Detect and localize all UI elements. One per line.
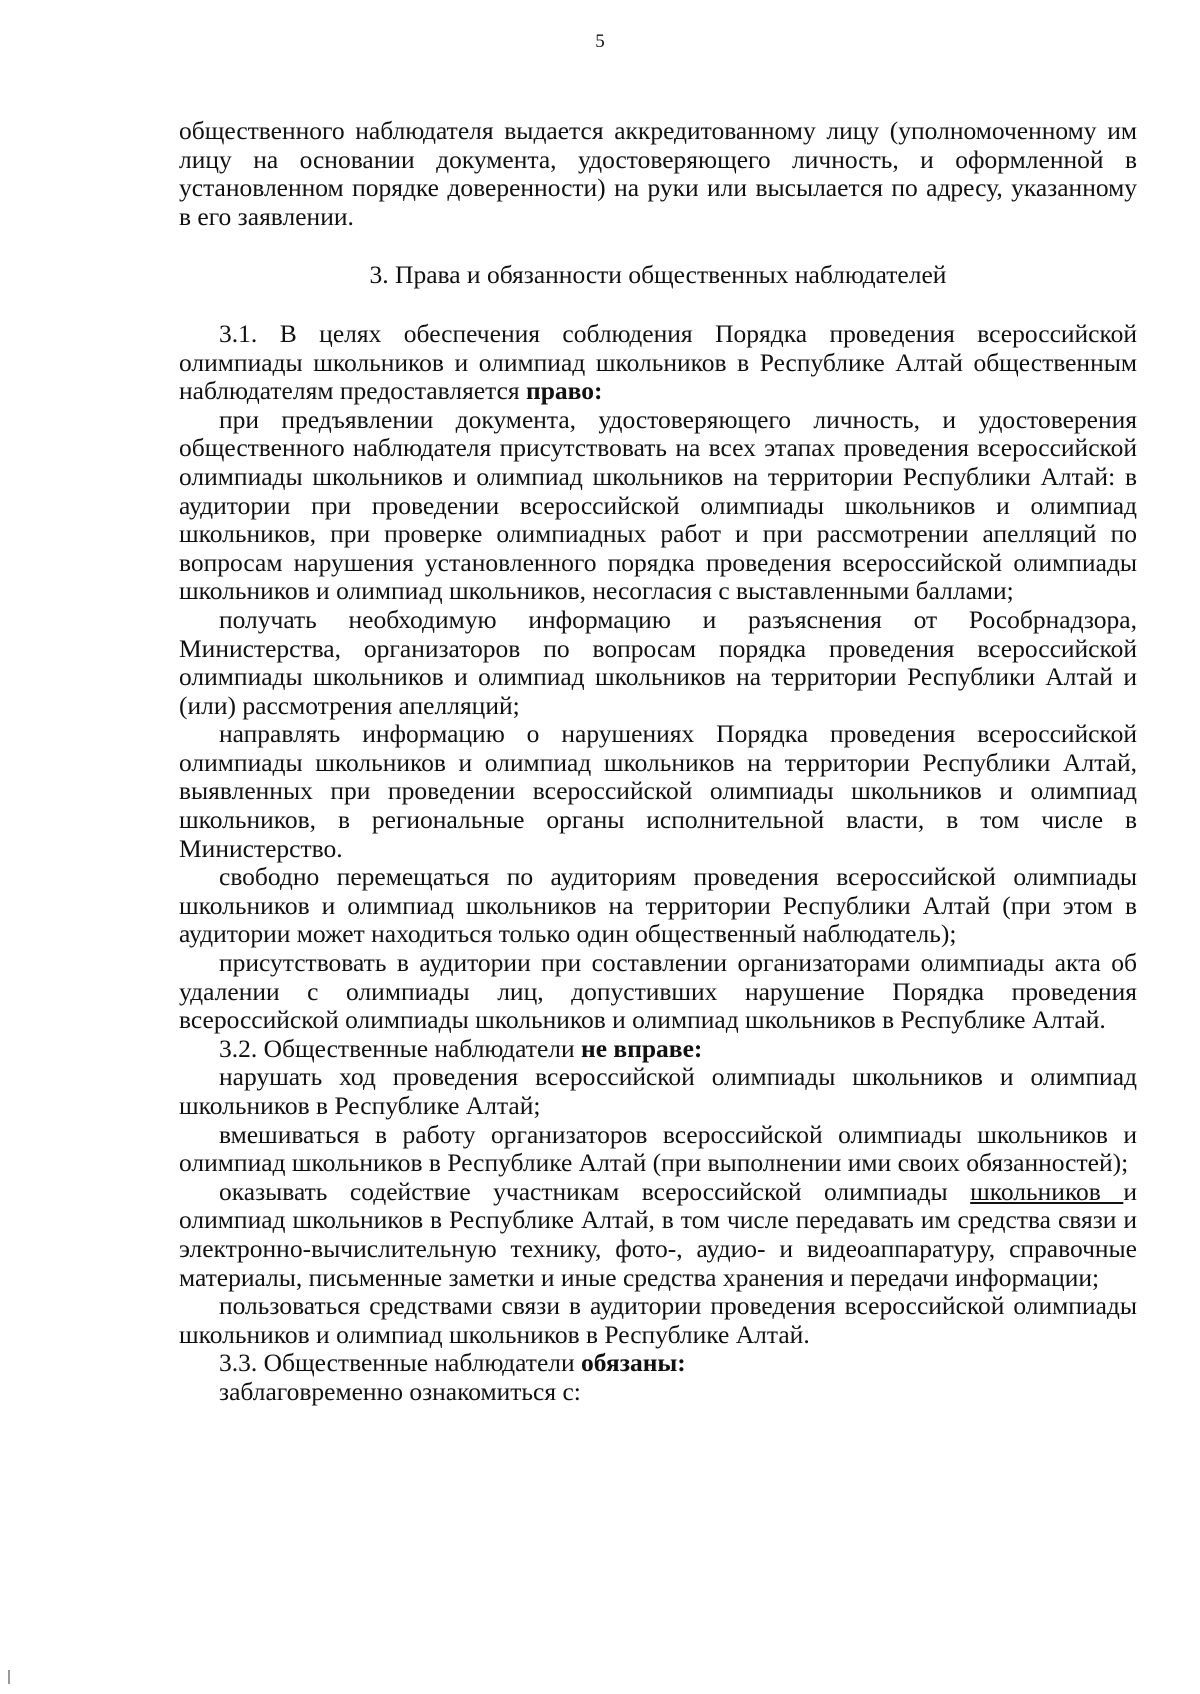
paragraph-text: 3.2. Общественные наблюдатели	[219, 1033, 582, 1063]
paragraph: вмешиваться в работу организаторов всероссийской олимпиады школьников и олимпиад школьников в Республике Алтай (при выполнении ими своих обязанностей);	[179, 1119, 1137, 1178]
scan-mark	[8, 1670, 10, 1684]
paragraph: заблаговременно ознакомиться с:	[219, 1376, 581, 1406]
underlined-text: школьников	[970, 1176, 1124, 1206]
bold-term: не вправе:	[581, 1033, 703, 1063]
paragraph-3-2	[179, 1035, 1137, 1064]
paragraph: пользоваться средствами связи в аудитории проведения всероссийской олимпиады школьников и олимпиад школьников в Республике Алтай.	[179, 1291, 1137, 1349]
paragraph: свободно перемещаться по аудиториям проведения всероссийской олимпиады школьников и олимпиад школьников на территории Республики Алтай (при этом в аудитории может находиться только один общественный наблюдатель);	[179, 862, 1137, 949]
section-heading: 3. Права и обязанности общественных наблюдателей	[369, 260, 947, 290]
paragraph: присутствовать в аудитории при составлении организаторами олимпиады акта об удалении с олимпиады лиц, допустивших нарушение Порядка проведения всероссийской олимпиады школьников и олимпиад школьников в Республике Алтай.	[179, 948, 1137, 1035]
bold-term: право:	[526, 376, 603, 406]
paragraph-text: 3.3. Общественные наблюдатели	[219, 1348, 582, 1378]
paragraph-3-3	[179, 1349, 1137, 1378]
paragraph-text: 3.1. В целях обеспечения соблюдения Порядка проведения всероссийской олимпиады школьников и олимпиад школьников в Республике Алтай общественным наблюдателям предоставляется	[179, 318, 1137, 406]
paragraph: общественного наблюдателя выдается аккредитованному лицу (уполномоченному им лицу на основании документа, удостоверяющего личность, и оформленной в установленном порядке доверенности) на руки или высылается по адресу, указанному в его заявлении.	[179, 116, 1137, 231]
paragraph: нарушать ход проведения всероссийской олимпиады школьников и олимпиад школьников в Республике Алтай;	[179, 1062, 1137, 1120]
document-body	[179, 117, 1137, 1407]
paragraph: направлять информацию о нарушениях Порядка проведения всероссийской олимпиады школьников и олимпиад школьников на территории Республики Алтай, выявленных при проведении всероссийской олимпиады школьников и олимпиад школьников, в региональные органы исполнительной власти, в том числе в Министерство.	[179, 719, 1137, 863]
paragraph	[179, 1178, 1137, 1292]
page-number: 5	[595, 31, 605, 52]
paragraph-text: оказывать содействие участникам всероссийской олимпиады	[219, 1176, 971, 1206]
paragraph-3-1	[179, 320, 1137, 406]
paragraph-text: и олимпиад школьников в Республике Алтай, в том числе передавать им средства связи и электронно-вычислительную технику, фото-, аудио- и видеоаппаратуру, справочные материалы, письменные заметки и иные средства хранения и передачи информации;	[179, 1176, 1137, 1292]
paragraph: при предъявлении документа, удостоверяющего личность, и удостоверения общественного наблюдателя присутствовать на всех этапах проведения всероссийской олимпиады школьников и олимпиад школьников на территории Республики Алтай: в аудитории при проведении всероссийской олимпиады школьников и олимпиад школьников, при проверке олимпиадных работ и при рассмотрении апелляций по вопросам нарушения установленного порядка проведения всероссийской олимпиады школьников и олимпиад школьников, несогласия с выставленными баллами;	[179, 404, 1137, 606]
bold-term: обязаны:	[581, 1348, 686, 1378]
paragraph: получать необходимую информацию и разъяснения от Рособрнадзора, Министерства, организаторов по вопросам порядка проведения всероссийской олимпиады школьников и олимпиад школьников на территории Республики Алтай и (или) рассмотрения апелляций;	[179, 604, 1137, 720]
